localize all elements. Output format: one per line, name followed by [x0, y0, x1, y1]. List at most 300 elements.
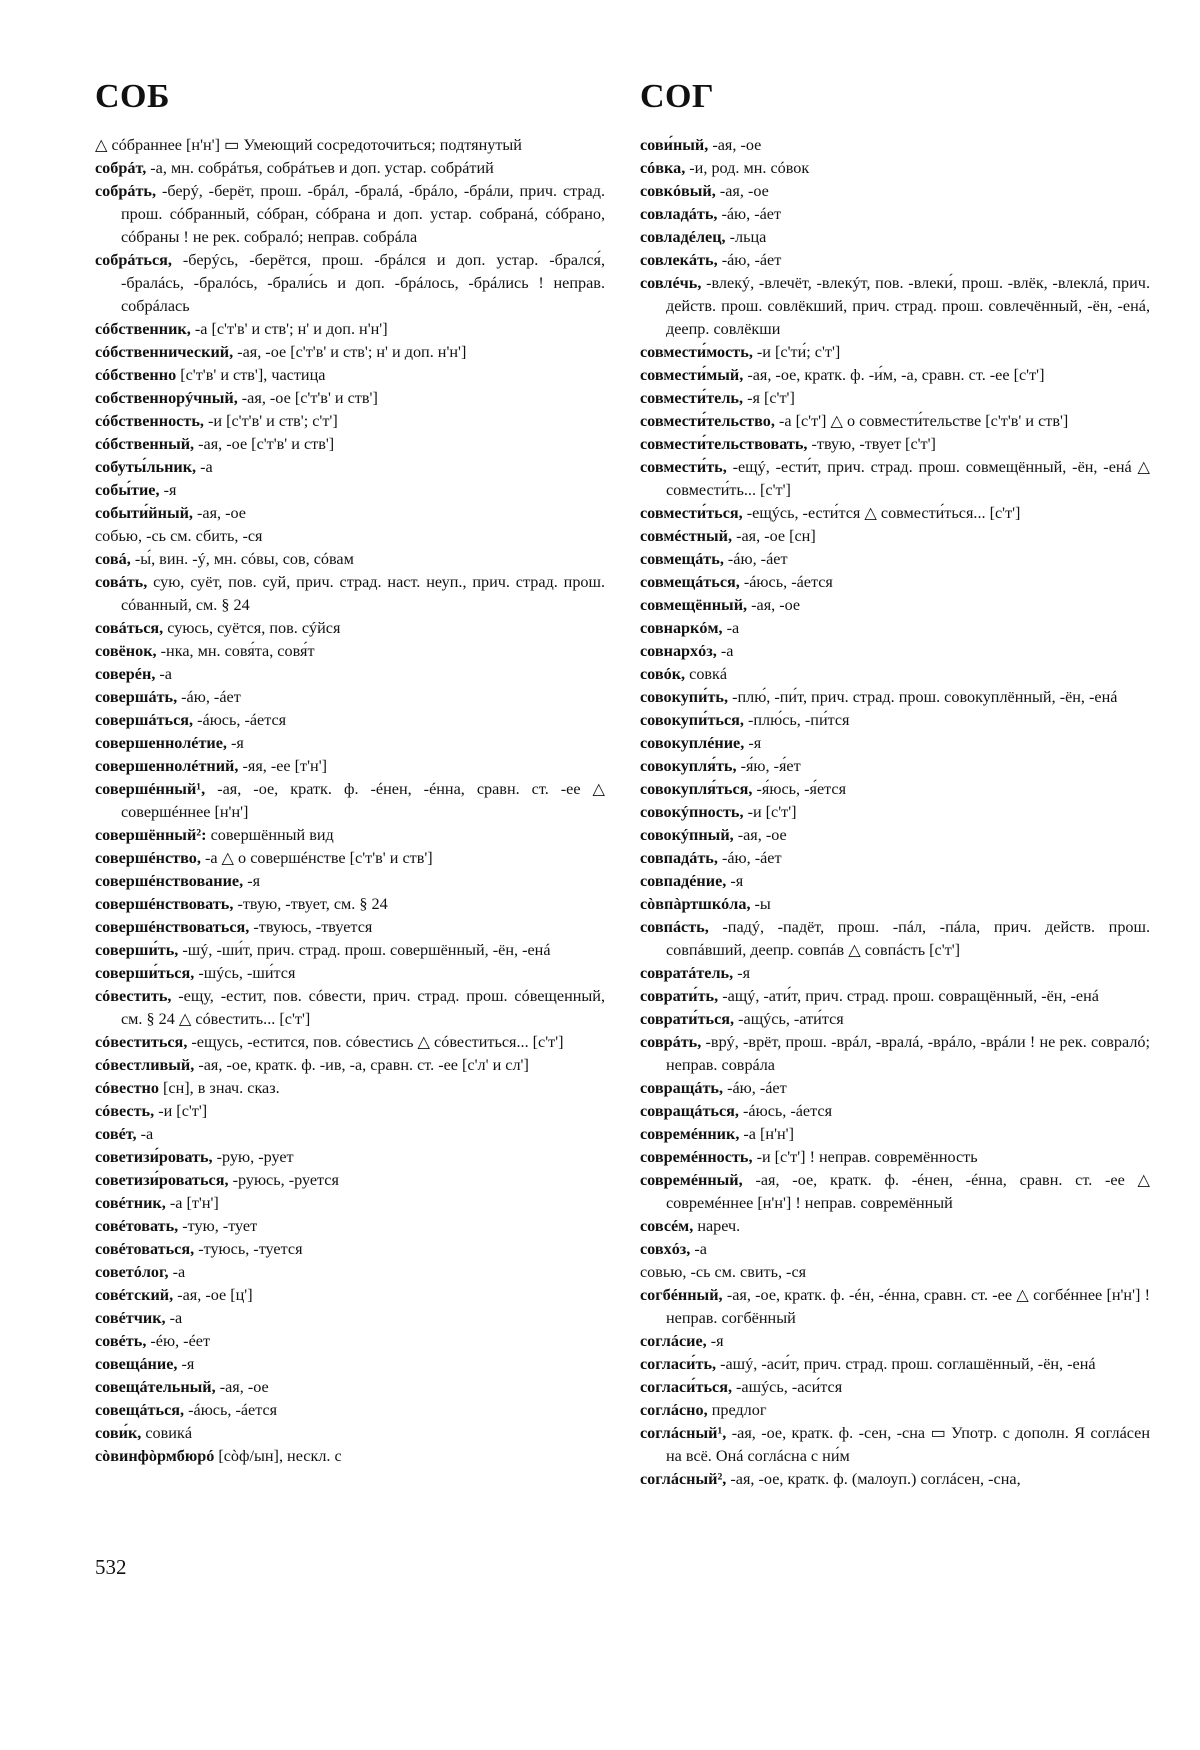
entry-headword: сóвка, — [640, 159, 686, 177]
entry-definition: -я́ю, -я́ет — [740, 757, 801, 775]
dictionary-entry — [640, 226, 1150, 249]
dictionary-entry — [640, 1215, 1150, 1238]
dictionary-entry — [95, 456, 605, 479]
entry-definition: -áю, -áет — [721, 251, 782, 269]
entry-headword: согбéнный, — [640, 1286, 723, 1304]
dictionary-entry — [95, 916, 605, 939]
dictionary-entry — [640, 847, 1150, 870]
dictionary-entry — [640, 272, 1150, 341]
entry-definition: -и [с'т'в' и ств'; с'т'] — [207, 412, 338, 430]
entry-headword: совнархóз, — [640, 642, 717, 660]
dictionary-entry — [640, 732, 1150, 755]
dictionary-entry — [95, 1399, 605, 1422]
entry-definition: -и [с'т'] — [158, 1102, 208, 1120]
entry-definition: -ы́, вин. -ý, мн. сóвы, сов, сóвам — [134, 550, 354, 568]
entry-definition: -я — [737, 964, 751, 982]
entry-definition: сую, суёт, пов. суй, прич. страд. наст. неуп., прич. страд. прош. сóванный, см. § 24 — [121, 573, 606, 614]
entry-definition: -ещýсь, -ести́тся △ совмести́ться... [с'т'] — [746, 504, 1021, 522]
dictionary-entry — [95, 824, 605, 847]
dictionary-entry — [640, 778, 1150, 801]
entry-headword: совкóвый, — [640, 182, 716, 200]
entry-headword: совхóз, — [640, 1240, 691, 1258]
dictionary-entry — [640, 1146, 1150, 1169]
entry-headword: совмéстный, — [640, 527, 733, 545]
entry-definition: -руюсь, -руется — [232, 1171, 339, 1189]
entry-headword: совéтский, — [95, 1286, 174, 1304]
dictionary-entry — [95, 1422, 605, 1445]
entry-definition: -а — [169, 1309, 183, 1327]
entry-definition: -áюсь, -áется — [197, 711, 287, 729]
entry-definition: -ая, -ое — [219, 1378, 269, 1396]
entry-definition: -я — [730, 872, 744, 890]
dictionary-entry — [640, 1031, 1150, 1077]
entry-definition: -я — [247, 872, 261, 890]
dictionary-entry — [95, 502, 605, 525]
dictionary-entry — [640, 433, 1150, 456]
dictionary-entry — [640, 157, 1150, 180]
entry-definition: -ещý, -ести́т, прич. страд. прош. совмещённый, -ён, -енá △ совмести́ть... [с'т'] — [666, 458, 1150, 499]
entry-headword: соглáсный¹, — [640, 1424, 727, 1442]
entry-definition: -твую, -твует [с'т'] — [811, 435, 936, 453]
entry-definition: -плю́, -пи́т, прич. страд. прош. совокуплённый, -ён, -енá — [732, 688, 1118, 706]
entry-headword: совокупи́ть, — [640, 688, 729, 706]
entry-headword: совмести́тель, — [640, 389, 744, 407]
entry-headword: совмести́мый, — [640, 366, 744, 384]
dictionary-entry — [640, 387, 1150, 410]
entry-definition: -ая, -ое, кратк. ф. -éнен, -éнна, сравн. ст. -ее △ совершéннее [н'н'] — [121, 780, 606, 821]
dictionary-entry — [95, 617, 605, 640]
entry-headword: совращáться, — [640, 1102, 739, 1120]
entry-headword: совмещáть, — [640, 550, 724, 568]
entry-definition: предлог — [711, 1401, 767, 1419]
entry-definition: совкá — [689, 665, 728, 683]
entry-definition: -шýсь, -ши́тся — [198, 964, 296, 982]
entry-headword: совéтник, — [95, 1194, 166, 1212]
entry-headword: совершённый²: — [95, 826, 207, 844]
entry-definition: -а — [726, 619, 740, 637]
running-header-left: СОБ — [95, 78, 170, 115]
entry-definition: -а △ о совершéнстве [с'т'в' и ств'] — [204, 849, 433, 867]
entry-definition: -ая, -ое, кратк. ф. -и́м, -а, сравн. ст. -ее [с'т'] — [747, 366, 1045, 384]
entry-definition: -ашýсь, -аси́тся — [736, 1378, 843, 1396]
entry-definition: -влекý, -влечёт, -влекýт, пов. -влеки́, прош. -влёк, -влеклá, прич. действ. прош. совлёкший, прич. страд. прош. совлечённый, -ён, -енá, деепр. совлёкши — [666, 274, 1150, 338]
entry-headword: совершéнствовать, — [95, 895, 234, 913]
entry-definition: -а — [140, 1125, 154, 1143]
entry-headword: совмести́тельствовать, — [640, 435, 808, 453]
dictionary-entry — [95, 1169, 605, 1192]
dictionary-entry — [95, 318, 605, 341]
entry-headword: совершéнство, — [95, 849, 201, 867]
dictionary-entry — [95, 1054, 605, 1077]
entry-definition: -ая, -ое, кратк. ф. (малоуп.) соглáсен, -сна, — [730, 1470, 1021, 1488]
dictionary-entry — [95, 755, 605, 778]
entry-headword: совлéчь, — [640, 274, 702, 292]
dictionary-entry — [640, 1169, 1150, 1215]
dictionary-entry — [95, 479, 605, 502]
entry-definition: -я — [231, 734, 244, 752]
entry-headword: совремéнность, — [640, 1148, 753, 1166]
entry-definition: -и [с'т'] ! неправ. совремённость — [756, 1148, 978, 1166]
entry-headword: совáться, — [95, 619, 164, 637]
entry-headword: совокýпность, — [640, 803, 744, 821]
dictionary-entry — [640, 456, 1150, 502]
dictionary-entry — [640, 548, 1150, 571]
entry-headword: совмести́тельство, — [640, 412, 775, 430]
entry-headword: совершеннолéтие, — [95, 734, 227, 752]
entry-headword: совпáсть, — [640, 918, 709, 936]
entry-definition: -я́юсь, -я́ется — [756, 780, 847, 798]
dictionary-entry — [640, 962, 1150, 985]
entry-headword: собрáться, — [95, 251, 172, 269]
entry-definition: -ая, -ое [с'т'в' и ств'] — [241, 389, 378, 407]
entry-headword: совéт, — [95, 1125, 137, 1143]
entry-definition: -а [н'н'] — [743, 1125, 794, 1143]
entry-definition: -я — [710, 1332, 724, 1350]
entry-definition: -éю, -éет — [150, 1332, 211, 1350]
dictionary-entry — [95, 571, 605, 617]
entry-headword: совнаркóм, — [640, 619, 723, 637]
dictionary-entry — [95, 548, 605, 571]
entry-headword: совокупля́ться, — [640, 780, 753, 798]
entry-headword: совмещáться, — [640, 573, 740, 591]
entry-headword: сови́к, — [95, 1424, 142, 1442]
entry-definition: -тую, -тует — [182, 1217, 258, 1235]
entry-headword: сóвестно — [95, 1079, 159, 1097]
entry-headword: соверши́ться, — [95, 964, 195, 982]
entry-definition: -ая, -ое, кратк. ф. -сен, -сна ▭ Употр. с дополн. Я соглáсен на всё. Онá соглáсна с ни́м — [666, 1424, 1150, 1465]
dictionary-entry — [95, 778, 605, 824]
entry-headword: соверши́ть, — [95, 941, 179, 959]
entry-headword: совещáться, — [95, 1401, 185, 1419]
dictionary-entry — [640, 1284, 1150, 1330]
dictionary-entry — [95, 1284, 605, 1307]
entry-headword: сóвеститься, — [95, 1033, 188, 1051]
dictionary-entry — [95, 134, 605, 157]
entry-definition: -áю, -áет — [727, 1079, 787, 1097]
entry-definition: -я — [181, 1355, 195, 1373]
entry-definition: -ая, -ое, кратк. ф. -ив, -а, сравн. ст. -ее [с'л' и сл'] — [198, 1056, 529, 1074]
dictionary-entry — [95, 663, 605, 686]
entry-headword: сóвестить, — [95, 987, 172, 1005]
entry-headword: совéтчик, — [95, 1309, 166, 1327]
entry-headword: совмести́ться, — [640, 504, 743, 522]
entry-headword: сóбственник, — [95, 320, 191, 338]
dictionary-entry — [95, 1445, 605, 1468]
entry-definition: -а [т'н'] — [169, 1194, 219, 1212]
dictionary-entry — [95, 387, 605, 410]
entry-headword: согласи́ться, — [640, 1378, 732, 1396]
entry-headword: соврати́ться, — [640, 1010, 735, 1028]
entry-headword: соврáть, — [640, 1033, 702, 1051]
entry-headword: совéтоваться, — [95, 1240, 195, 1258]
entry-definition: -я — [748, 734, 762, 752]
dictionary-entry — [640, 870, 1150, 893]
entry-headword: сóбственность, — [95, 412, 204, 430]
dictionary-entry — [95, 180, 605, 249]
entry-headword: сóбственный, — [95, 435, 195, 453]
right-column — [640, 134, 1150, 1491]
entry-definition: -ашý, -аси́т, прич. страд. прош. соглашённый, -ён, -енá — [720, 1355, 1096, 1373]
entry-headword: совершáться, — [95, 711, 194, 729]
entry-headword: совещáтельный, — [95, 1378, 216, 1396]
dictionary-entry — [640, 824, 1150, 847]
entry-headword: совершéнствоваться, — [95, 918, 250, 936]
entry-definition: -а, мн. собрáтья, собрáтьев и доп. устар. собрáтий — [150, 159, 494, 177]
dictionary-entry — [95, 1031, 605, 1054]
dictionary-entry — [640, 1422, 1150, 1468]
dictionary-entry — [640, 594, 1150, 617]
entry-headword: совпадéние, — [640, 872, 727, 890]
dictionary-entry — [640, 1077, 1150, 1100]
entry-headword: совмести́ть, — [640, 458, 727, 476]
entry-headword: собрáт, — [95, 159, 147, 177]
entry-definition: -ая, -ое — [751, 596, 801, 614]
dictionary-entry — [95, 433, 605, 456]
entry-definition: -твуюсь, -твуется — [253, 918, 373, 936]
dictionary-entry — [640, 1100, 1150, 1123]
entry-headword: сови́ный, — [640, 136, 709, 154]
entry-headword: совершéнствование, — [95, 872, 244, 890]
entry-headword: соверéн, — [95, 665, 156, 683]
dictionary-entry — [95, 709, 605, 732]
dictionary-entry — [95, 732, 605, 755]
entry-definition: -ая, -ое [с'т'в' и ств'; н' и доп. н'н'] — [237, 343, 467, 361]
entry-definition: -áюсь, -áется — [188, 1401, 278, 1419]
entry-definition: -а — [720, 642, 734, 660]
dictionary-entry — [640, 916, 1150, 962]
entry-headword: согласи́ть, — [640, 1355, 717, 1373]
entry-headword: собуты́льник, — [95, 458, 197, 476]
entry-definition: -ая, -ое [ц'] — [177, 1286, 253, 1304]
entry-definition: -ая, -ое [с'т'в' и ств'] — [198, 435, 335, 453]
entry-headword: советóлог, — [95, 1263, 169, 1281]
dictionary-entry — [95, 1307, 605, 1330]
entry-headword: сòвинфòрмбюрó — [95, 1447, 215, 1465]
entry-definition: -ещу, -естит, пов. сóвести, прич. страд. прош. сóвещенный, см. § 24 △ сóвестить... [с'т'] — [121, 987, 605, 1028]
dictionary-entry — [95, 1215, 605, 1238]
dictionary-entry — [640, 1261, 1150, 1284]
entry-headword: собственнорýчный, — [95, 389, 238, 407]
entry-headword: совремéнный, — [640, 1171, 743, 1189]
dictionary-entry — [640, 617, 1150, 640]
entry-definition: -ы — [754, 895, 771, 913]
entry-headword: совокупи́ться, — [640, 711, 744, 729]
entry-definition: -а — [172, 1263, 186, 1281]
entry-headword: сóвесть, — [95, 1102, 155, 1120]
dictionary-entry — [95, 1146, 605, 1169]
entry-headword: сóбственнический, — [95, 343, 234, 361]
entry-definition: -ая, -ое, кратк. ф. -éнен, -éнна, сравн. ст. -ее △ совремéннее [н'н'] ! неправ. совремённый — [666, 1171, 1151, 1212]
entry-definition: -áю, -áет — [721, 849, 782, 867]
entry-headword: соглáсие, — [640, 1332, 707, 1350]
entry-definition: [сн], в знач. сказ. — [163, 1079, 280, 1097]
entry-headword: сóбственно — [95, 366, 177, 384]
dictionary-entry — [640, 709, 1150, 732]
entry-definition: -áюсь, -áется — [743, 1102, 833, 1120]
entry-definition: -плю́сь, -пи́тся — [748, 711, 850, 729]
entry-headword: совершеннолéтний, — [95, 757, 239, 775]
dictionary-entry — [640, 571, 1150, 594]
entry-definition: -и [с'ти́; с'т'] — [756, 343, 841, 361]
dictionary-entry — [640, 1238, 1150, 1261]
dictionary-entry — [640, 134, 1150, 157]
entry-headword: сóвестливый, — [95, 1056, 195, 1074]
dictionary-entry — [95, 870, 605, 893]
dictionary-entry — [95, 410, 605, 433]
dictionary-entry — [640, 1008, 1150, 1031]
entry-definition: -ая, -ое — [197, 504, 246, 522]
dictionary-entry — [95, 962, 605, 985]
page-number: 532 — [95, 1555, 127, 1579]
entry-definition: -а [с'т'] △ о совмести́тельстве [с'т'в' и ств'] — [778, 412, 1069, 430]
dictionary-entry — [640, 525, 1150, 548]
dictionary-entry — [640, 801, 1150, 824]
entry-headword: советизи́ровать, — [95, 1148, 213, 1166]
entry-definition: -áю, -áет — [727, 550, 788, 568]
entry-definition: -ая, -ое — [712, 136, 762, 154]
entry-definition: -а — [200, 458, 213, 476]
entry-definition: -áюсь, -áется — [743, 573, 833, 591]
dictionary-entry — [640, 1376, 1150, 1399]
entry-definition: -ая, -ое — [737, 826, 787, 844]
dictionary-entry — [640, 1353, 1150, 1376]
entry-headword: совершáть, — [95, 688, 178, 706]
dictionary-entry — [95, 893, 605, 916]
entry-headword: совещáние, — [95, 1355, 178, 1373]
entry-headword: совáть, — [95, 573, 148, 591]
entry-definition: -áю, -áет — [721, 205, 782, 223]
entry-definition: △ сóбраннее [н'н'] ▭ Умеющий сосредоточиться; подтянутый — [95, 136, 522, 154]
entry-definition: -и [с'т'] — [747, 803, 797, 821]
entry-definition: -льца — [729, 228, 767, 246]
entry-headword: совóк, — [640, 665, 686, 683]
dictionary-entry — [640, 1123, 1150, 1146]
entry-headword: совёнок, — [95, 642, 157, 660]
dictionary-entry — [640, 663, 1150, 686]
dictionary-entry — [95, 525, 605, 548]
dictionary-entry — [95, 1330, 605, 1353]
entry-definition: суюсь, суётся, пов. сýйся — [167, 619, 341, 637]
dictionary-entry — [95, 1192, 605, 1215]
entry-headword: совладéлец, — [640, 228, 726, 246]
entry-headword: соглáсно, — [640, 1401, 708, 1419]
entry-definition: -и, род. мн. сóвок — [689, 159, 810, 177]
entry-headword: собрáть, — [95, 182, 157, 200]
dictionary-entry — [640, 640, 1150, 663]
entry-definition: -ащýсь, -ати́тся — [738, 1010, 844, 1028]
dictionary-entry — [95, 640, 605, 663]
entry-headword: совéтовать, — [95, 1217, 179, 1235]
left-column — [95, 134, 605, 1468]
entry-definition: -врý, -врёт, прош. -врáл, -вралá, -врáло, -врáли ! не рек. совралó; неправ. соврáла — [666, 1033, 1151, 1074]
dictionary-entry — [95, 847, 605, 870]
entry-definition: -яя, -ее [т'н'] — [242, 757, 328, 775]
entry-headword: событи́йный, — [95, 504, 193, 522]
entry-definition: -я — [163, 481, 177, 499]
dictionary-entry — [640, 985, 1150, 1008]
dictionary-entry — [640, 249, 1150, 272]
entry-headword: совмести́мость, — [640, 343, 753, 361]
entry-definition: -берý, -берёт, прош. -брáл, -бралá, -брáло, -брáли, прич. страд. прош. сóбранный, сóбран, сóбрана и доп. устар. собранá, сóбрано, сóбраны ! не рек. собралó; неправ. собрáла — [121, 182, 605, 246]
entry-headword: совокупля́ть, — [640, 757, 737, 775]
entry-definition: -твую, -твует, см. § 24 — [237, 895, 388, 913]
entry-definition: -туюсь, -туется — [198, 1240, 303, 1258]
entry-definition: -рую, -рует — [216, 1148, 294, 1166]
entry-headword: совсéм, — [640, 1217, 694, 1235]
dictionary-entry — [95, 1376, 605, 1399]
entry-headword: совéть, — [95, 1332, 147, 1350]
entry-definition: -я [с'т'] — [747, 389, 795, 407]
dictionary-entry — [95, 1261, 605, 1284]
entry-definition: -ая, -ое — [719, 182, 769, 200]
entry-headword: совратáтель, — [640, 964, 734, 982]
entry-definition: -ая, -ое, кратк. ф. -éн, -éнна, сравн. ст. -ее △ согбéннее [н'н'] ! неправ. согбённый — [666, 1286, 1151, 1327]
entry-definition: -а [с'т'в' и ств'; н' и доп. н'н'] — [194, 320, 388, 338]
entry-definition: -ащý, -ати́т, прич. страд. прош. совращённый, -ён, -енá — [722, 987, 1099, 1005]
entry-definition: совью, -сь см. свить, -ся — [640, 1263, 807, 1281]
entry-definition: -берýсь, -берётся, прош. -брáлся и доп. устар. -брался́, -бралáсь, -бралóсь, -брали́сь и доп. -брáлось, -брáлись ! неправ. собрáлась — [121, 251, 605, 315]
dictionary-entry — [95, 1238, 605, 1261]
entry-headword: совпадáть, — [640, 849, 718, 867]
entry-headword: совá, — [95, 550, 131, 568]
entry-headword: соврати́ть, — [640, 987, 719, 1005]
entry-headword: совладáть, — [640, 205, 718, 223]
dictionary-entry — [95, 249, 605, 318]
entry-headword: совремéнник, — [640, 1125, 740, 1143]
entry-definition: собью, -сь см. сбить, -ся — [95, 527, 263, 545]
dictionary-entry — [640, 1399, 1150, 1422]
dictionary-entry — [640, 755, 1150, 778]
dictionary-entry — [640, 341, 1150, 364]
dictionary-entry — [95, 341, 605, 364]
entry-definition: нареч. — [697, 1217, 741, 1235]
dictionary-entry — [95, 686, 605, 709]
entry-definition: [с'т'в' и ств'], частица — [180, 366, 326, 384]
entry-headword: соглáсный², — [640, 1470, 727, 1488]
dictionary-entry — [95, 1123, 605, 1146]
dictionary-entry — [95, 939, 605, 962]
entry-definition: совикá — [145, 1424, 193, 1442]
dictionary-entry — [640, 893, 1150, 916]
dictionary-entry — [640, 203, 1150, 226]
dictionary-entry — [95, 157, 605, 180]
entry-headword: совокуплéние, — [640, 734, 745, 752]
entry-headword: сòвпàртшкóла, — [640, 895, 751, 913]
entry-headword: совращáть, — [640, 1079, 724, 1097]
entry-definition: -ещусь, -естится, пов. сóвестись △ сóвеститься... [с'т'] — [191, 1033, 564, 1051]
entry-definition: -áю, -áет — [181, 688, 241, 706]
running-header-right: СОГ — [640, 78, 715, 115]
entry-headword: совокýпный, — [640, 826, 734, 844]
dictionary-entry — [95, 364, 605, 387]
entry-headword: собы́тие, — [95, 481, 160, 499]
entry-headword: совлекáть, — [640, 251, 718, 269]
entry-definition: -а — [694, 1240, 707, 1258]
entry-definition: -нка, мн. совя́та, совя́т — [160, 642, 315, 660]
dictionary-entry — [95, 1100, 605, 1123]
entry-definition: [сòф/ын], нескл. с — [218, 1447, 342, 1465]
entry-definition: -падý, -падёт, прош. -пáл, -пáла, прич. действ. прош. совпáвший, деепр. совпáв △ совпáсть [с'т'] — [666, 918, 1151, 959]
entry-definition: -шý, -ши́т, прич. страд. прош. совершённый, -ён, -енá — [182, 941, 551, 959]
entry-headword: советизи́роваться, — [95, 1171, 229, 1189]
dictionary-entry — [640, 1330, 1150, 1353]
dictionary-entry — [640, 1468, 1150, 1491]
entry-definition: -ая, -ое [сн] — [736, 527, 816, 545]
dictionary-entry — [95, 985, 605, 1031]
entry-headword: совершéнный¹, — [95, 780, 206, 798]
dictionary-entry — [640, 502, 1150, 525]
dictionary-entry — [640, 686, 1150, 709]
